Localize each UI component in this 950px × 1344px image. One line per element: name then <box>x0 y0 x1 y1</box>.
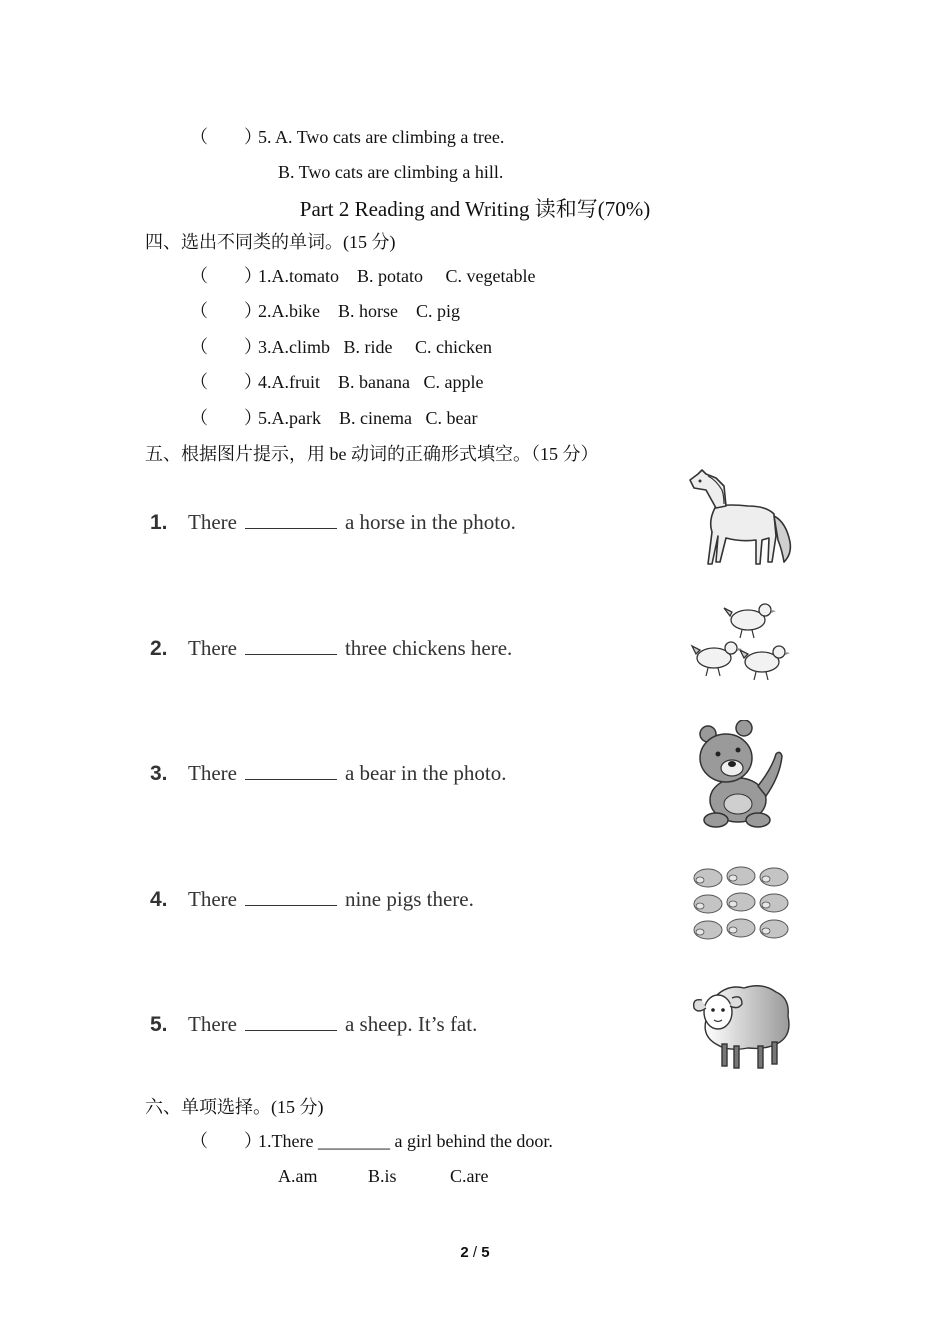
horse-picture <box>686 466 796 574</box>
page-separator: / <box>468 1244 482 1261</box>
section6-question-1: 1.There ________ a girl behind the door. <box>258 1131 553 1151</box>
question-number: 5. <box>258 127 272 147</box>
fill-number: 5. <box>150 1013 168 1036</box>
current-page: 2 <box>460 1244 469 1261</box>
fill-after: a horse in the photo. <box>344 510 516 534</box>
option-b: B.is <box>368 1166 397 1186</box>
option-a-text: A. Two cats are climbing a tree. <box>275 127 505 147</box>
fill-before: There <box>188 636 237 660</box>
fill-row-4 <box>150 886 474 913</box>
section4-item-4: 4.A.fruit B. banana C. apple <box>258 372 484 392</box>
total-pages: 5 <box>481 1244 490 1261</box>
fill-blank[interactable] <box>245 1012 337 1031</box>
answer-paren: （ ） <box>190 266 262 286</box>
option-c: C.are <box>450 1166 489 1186</box>
page-number <box>0 1244 950 1261</box>
question-5-option-a <box>258 126 504 148</box>
fill-after: nine pigs there. <box>344 887 474 911</box>
answer-paren: （ ） <box>190 408 262 428</box>
section4-item-3: 3.A.climb B. ride C. chicken <box>258 337 492 357</box>
fill-after: a bear in the photo. <box>344 761 507 785</box>
fill-blank[interactable] <box>245 636 337 655</box>
fill-before: There <box>188 887 237 911</box>
fill-blank[interactable] <box>245 887 337 906</box>
sheep-picture <box>688 976 794 1072</box>
fill-before: There <box>188 1012 237 1036</box>
fill-number: 2. <box>150 637 168 660</box>
fill-blank[interactable] <box>245 510 337 529</box>
section4-item-1: 1.A.tomato B. potato C. vegetable <box>258 266 536 286</box>
fill-before: There <box>188 510 237 534</box>
section4-item-5: 5.A.park B. cinema C. bear <box>258 408 478 428</box>
question-5-option-b: B. Two cats are climbing a hill. <box>278 162 504 182</box>
fill-number: 1. <box>150 511 168 534</box>
bear-picture <box>692 720 788 828</box>
answer-paren: （ ） <box>190 127 262 147</box>
section6-heading: 六、单项选择。(15 分) <box>145 1097 324 1117</box>
fill-number: 4. <box>150 888 168 911</box>
fill-number: 3. <box>150 762 168 785</box>
section5-heading: 五、根据图片提示，用 be 动词的正确形式填空。（15 分） <box>145 444 599 464</box>
part-title: Part 2 Reading and Writing 读和写(70%) <box>299 197 651 221</box>
section4-heading: 四、选出不同类的单词。(15 分) <box>145 232 396 252</box>
option-a: A.am <box>278 1166 318 1186</box>
pigs-picture <box>690 860 794 952</box>
answer-paren: （ ） <box>190 1131 262 1151</box>
answer-paren: （ ） <box>190 337 262 357</box>
fill-row-1 <box>150 509 516 536</box>
section4-item-2: 2.A.bike B. horse C. pig <box>258 301 460 321</box>
fill-row-5 <box>150 1011 477 1038</box>
fill-row-3 <box>150 760 507 787</box>
fill-row-2 <box>150 635 512 662</box>
fill-after: three chickens here. <box>344 636 513 660</box>
fill-after: a sheep. It’s fat. <box>344 1012 478 1036</box>
answer-paren: （ ） <box>190 372 262 392</box>
fill-before: There <box>188 761 237 785</box>
answer-paren: （ ） <box>190 301 262 321</box>
chickens-picture <box>690 598 796 696</box>
fill-blank[interactable] <box>245 761 337 780</box>
